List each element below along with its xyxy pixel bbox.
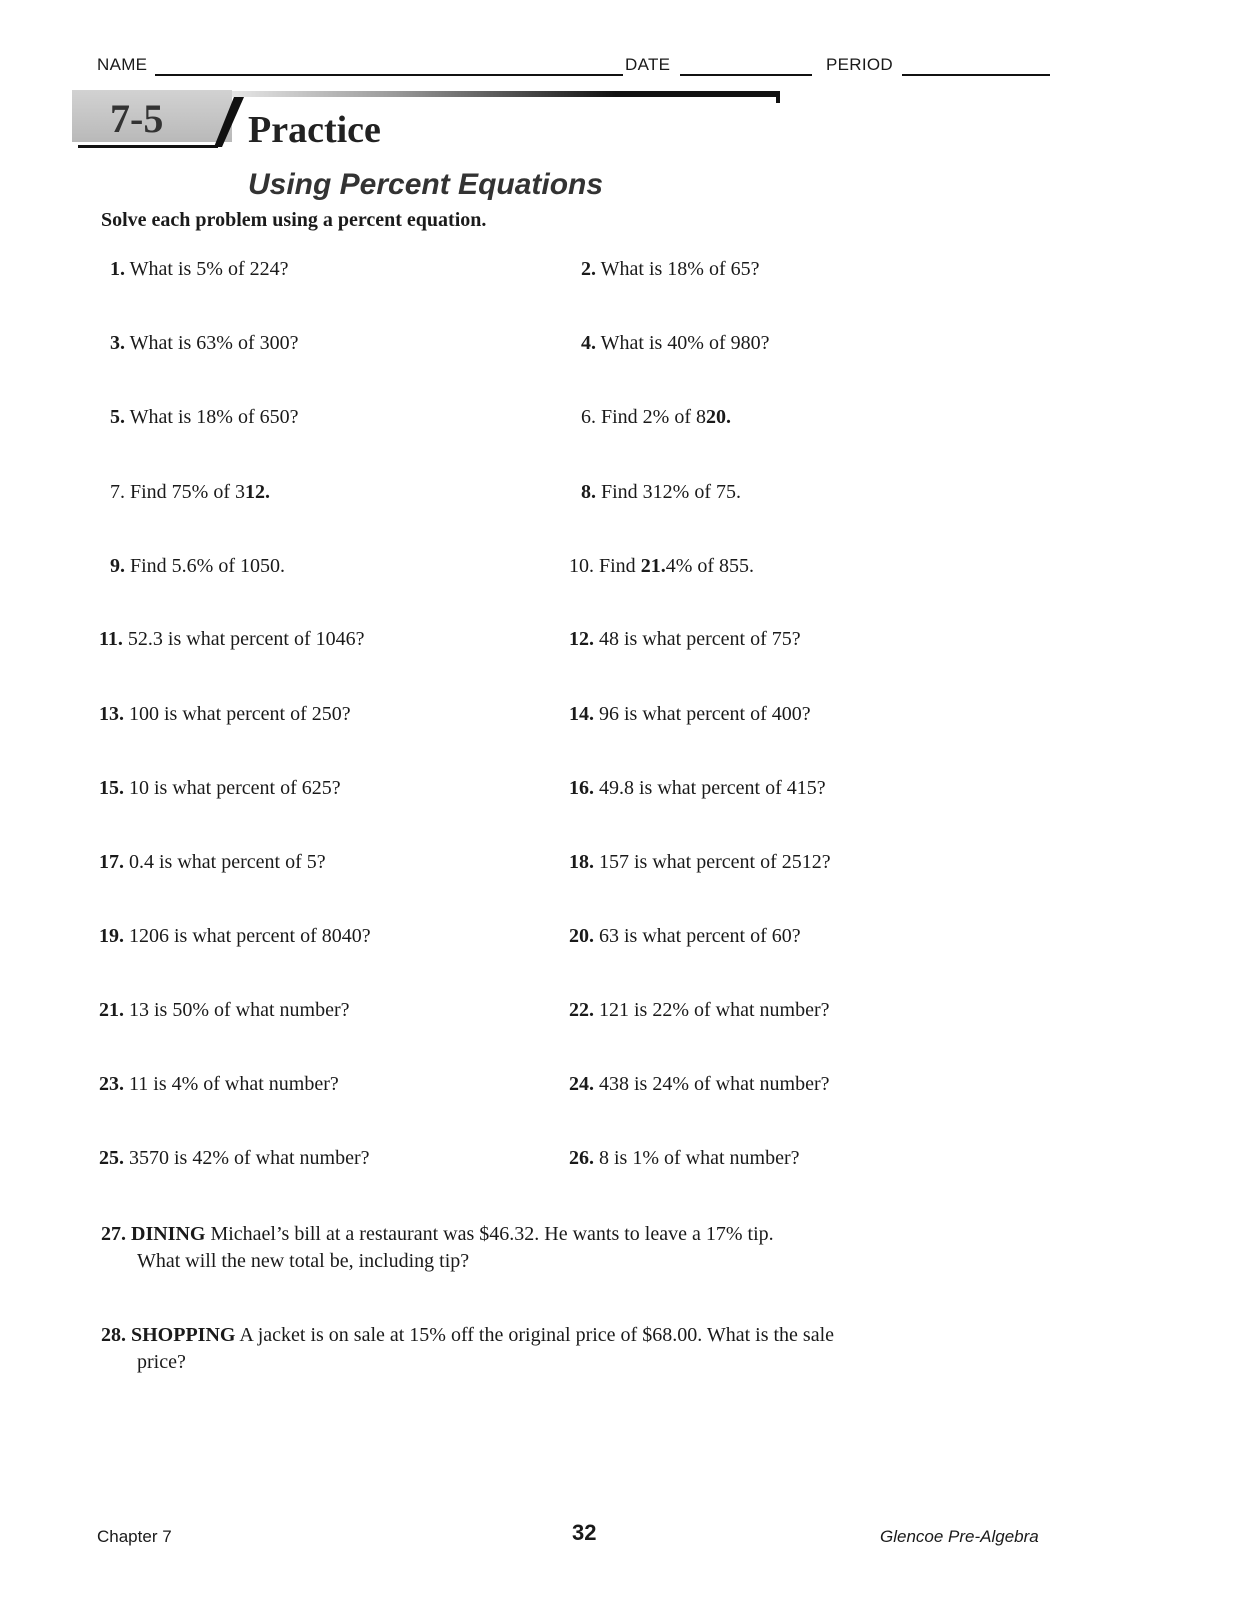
problem-text: 96 is what percent of 400? bbox=[599, 703, 811, 725]
problem-text: What is 63% of 300? bbox=[129, 332, 299, 354]
problem-9 bbox=[110, 555, 285, 578]
problem-1 bbox=[110, 258, 289, 281]
problem-text: 100 is what percent of 250? bbox=[129, 703, 351, 725]
date-label: DATE bbox=[625, 55, 671, 74]
problem-text: 8 is 1% of what number? bbox=[599, 1147, 800, 1169]
name-label: NAME bbox=[97, 55, 148, 74]
problem-13 bbox=[99, 703, 351, 726]
problem-number: 18. bbox=[569, 851, 594, 873]
problem-number: 2. bbox=[581, 258, 596, 280]
problem-15 bbox=[99, 777, 341, 800]
period-field[interactable] bbox=[902, 74, 1050, 76]
problem-text-line2: price? bbox=[137, 1351, 186, 1373]
problem-number: 20. bbox=[569, 925, 594, 947]
problem-number: 8. bbox=[581, 481, 596, 503]
problem-text: 49.8 is what percent of 415? bbox=[599, 777, 826, 799]
instructions: Solve each problem using a percent equation. bbox=[101, 209, 487, 231]
problem-number: 19. bbox=[99, 925, 124, 947]
problem-5 bbox=[110, 406, 299, 429]
problem-number: 17. bbox=[99, 851, 124, 873]
word-problem-28 bbox=[101, 1322, 981, 1376]
problem-keyword: SHOPPING bbox=[131, 1324, 236, 1346]
problem-10 bbox=[569, 555, 754, 578]
word-problem-27 bbox=[101, 1221, 981, 1275]
problem-number: 3. bbox=[110, 332, 125, 354]
problem-number: 11. bbox=[99, 628, 123, 650]
problem-number: 25. bbox=[99, 1147, 124, 1169]
problem-text: 438 is 24% of what number? bbox=[599, 1073, 830, 1095]
problem-text: 48 is what percent of 75? bbox=[599, 628, 801, 650]
problem-text: What is 18% of 65? bbox=[600, 258, 760, 280]
problem-number: 16. bbox=[569, 777, 594, 799]
problem-text: 10 is what percent of 625? bbox=[129, 777, 341, 799]
problem-text: 52.3 is what percent of 1046? bbox=[127, 628, 365, 650]
problem-keyword: DINING bbox=[131, 1223, 206, 1245]
problem-26 bbox=[569, 1147, 800, 1170]
problem-text-line1: A jacket is on sale at 15% off the original price of $68.00. What is the sale bbox=[239, 1324, 835, 1346]
problem-text: 121 is 22% of what number? bbox=[599, 999, 830, 1021]
problem-number: 13. bbox=[99, 703, 124, 725]
problem-text: Find 21.4% of 855. bbox=[599, 555, 755, 577]
problem-3 bbox=[110, 332, 299, 355]
problem-number: 14. bbox=[569, 703, 594, 725]
problem-number: 4. bbox=[581, 332, 596, 354]
problem-text: Find 2% of 820. bbox=[601, 406, 731, 428]
problem-text: 63 is what percent of 60? bbox=[599, 925, 801, 947]
problem-23 bbox=[99, 1073, 339, 1096]
problem-number: 22. bbox=[569, 999, 594, 1021]
footer-chapter: Chapter 7 bbox=[97, 1527, 172, 1546]
problem-text: What is 40% of 980? bbox=[600, 332, 770, 354]
problem-7 bbox=[110, 481, 270, 504]
problem-6 bbox=[581, 406, 731, 429]
problem-18 bbox=[569, 851, 831, 874]
problem-number: 21. bbox=[99, 999, 124, 1021]
problem-text: What is 18% of 650? bbox=[129, 406, 299, 428]
period-label: PERIOD bbox=[826, 55, 893, 74]
problem-text: 0.4 is what percent of 5? bbox=[129, 851, 326, 873]
banner-underline bbox=[78, 145, 218, 148]
problem-number: 10. bbox=[569, 555, 594, 577]
problem-number: 5. bbox=[110, 406, 125, 428]
problem-number: 27. bbox=[101, 1223, 126, 1245]
problem-text: Find 75% of 312. bbox=[130, 481, 270, 503]
problem-text: 13 is 50% of what number? bbox=[129, 999, 350, 1021]
problem-16 bbox=[569, 777, 826, 800]
problem-14 bbox=[569, 703, 811, 726]
page-subtitle: Using Percent Equations bbox=[248, 168, 604, 201]
footer-book-title: Glencoe Pre-Algebra bbox=[880, 1527, 1039, 1546]
date-field[interactable] bbox=[680, 74, 812, 76]
problem-22 bbox=[569, 999, 830, 1022]
banner-slash-icon bbox=[212, 95, 252, 151]
problem-number: 26. bbox=[569, 1147, 594, 1169]
name-field[interactable] bbox=[155, 74, 623, 76]
problem-25 bbox=[99, 1147, 370, 1170]
problem-number: 6. bbox=[581, 406, 596, 428]
problem-17 bbox=[99, 851, 326, 874]
page-number: 32 bbox=[572, 1520, 597, 1545]
problem-text: What is 5% of 224? bbox=[129, 258, 289, 280]
lesson-number: 7-5 bbox=[110, 96, 164, 141]
problem-text: 3570 is 42% of what number? bbox=[129, 1147, 370, 1169]
problem-19 bbox=[99, 925, 371, 948]
problem-number: 23. bbox=[99, 1073, 124, 1095]
problem-21 bbox=[99, 999, 350, 1022]
problem-text-line2: What will the new total be, including tip? bbox=[137, 1250, 470, 1272]
banner-top-rule bbox=[232, 91, 780, 97]
problem-number: 7. bbox=[110, 481, 125, 503]
problem-12 bbox=[569, 628, 801, 651]
problem-20 bbox=[569, 925, 801, 948]
problem-number: 15. bbox=[99, 777, 124, 799]
problem-text: 11 is 4% of what number? bbox=[129, 1073, 339, 1095]
problem-text-line1: Michael’s bill at a restaurant was $46.32. He wants to leave a 17% tip. bbox=[210, 1223, 774, 1245]
problem-11 bbox=[99, 628, 365, 651]
problem-text: 1206 is what percent of 8040? bbox=[129, 925, 371, 947]
problem-text: Find 5.6% of 1050. bbox=[130, 555, 285, 577]
problem-number: 24. bbox=[569, 1073, 594, 1095]
banner-end-cap bbox=[776, 91, 780, 103]
problem-4 bbox=[581, 332, 770, 355]
problem-text: 157 is what percent of 2512? bbox=[599, 851, 831, 873]
problem-number: 28. bbox=[101, 1324, 126, 1346]
problem-2 bbox=[581, 258, 760, 281]
problem-8 bbox=[581, 481, 741, 504]
problem-number: 1. bbox=[110, 258, 125, 280]
problem-text: Find 312% of 75. bbox=[601, 481, 741, 503]
problem-number: 12. bbox=[569, 628, 594, 650]
page-title: Practice bbox=[248, 109, 381, 151]
problem-24 bbox=[569, 1073, 830, 1096]
problem-number: 9. bbox=[110, 555, 125, 577]
